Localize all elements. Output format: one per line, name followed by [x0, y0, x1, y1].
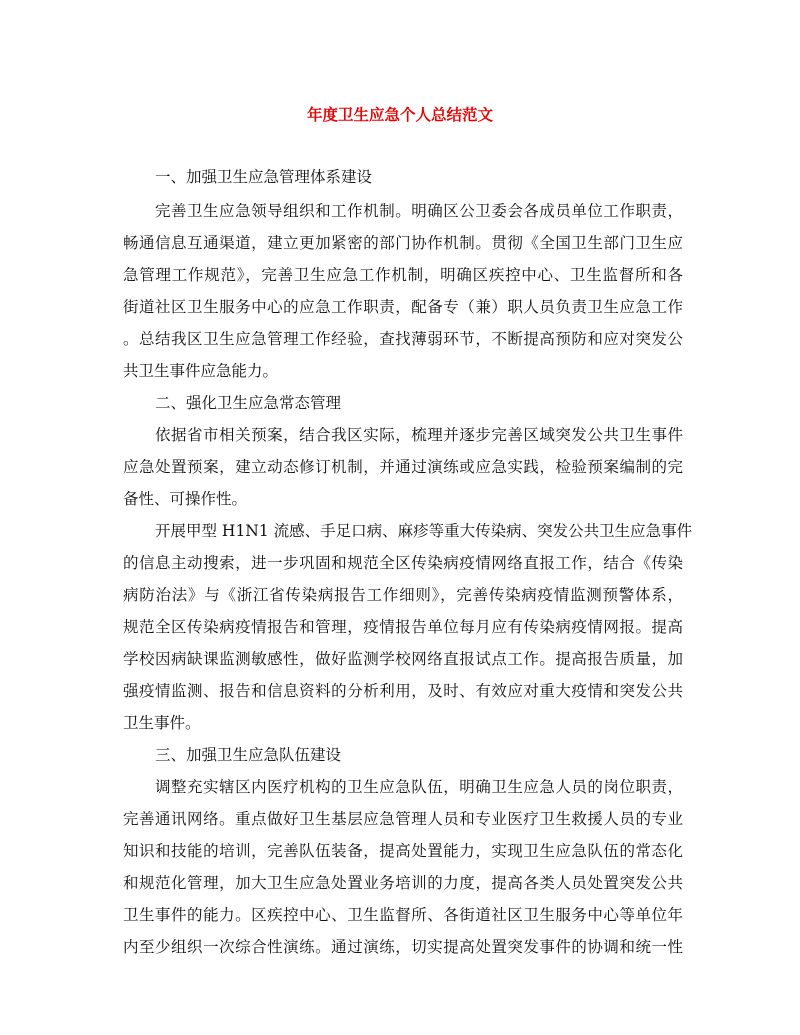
paragraph-line: 完善卫生应急领导组织和工作机制。明确区公卫委会各成员单位工作职责， [155, 202, 683, 220]
paragraph-line: 应急处置预案，建立动态修订机制，并通过演练或应急实践，检验预案编制的完 [123, 458, 683, 476]
paragraph-line: 知识和技能的培训，完善队伍装备，提高处置能力，实现卫生应急队伍的常态化 [123, 842, 683, 860]
paragraph-line: 备性、可操作性。 [123, 490, 248, 508]
paragraph-line: 卫生事件。 [123, 714, 201, 732]
section-heading: 二、强化卫生应急常态管理 [155, 394, 342, 412]
paragraph-line: 完善通讯网络。重点做好卫生基层应急管理人员和专业医疗卫生救援人员的专业 [123, 810, 683, 828]
paragraph-line: 急管理工作规范》，完善卫生应急工作机制，明确区疾控中心、卫生监督所和各 [123, 266, 683, 284]
paragraph-line: 畅通信息互通渠道，建立更加紧密的部门协作机制。贯彻《全国卫生部门卫生应 [123, 234, 683, 252]
paragraph-line: 卫生事件的能力。区疾控中心、卫生监督所、各街道社区卫生服务中心等单位年 [123, 906, 683, 924]
document-title: 年度卫生应急个人总结范文 [306, 106, 493, 124]
paragraph-line: 街道社区卫生服务中心的应急工作职责，配备专（兼）职人员负责卫生应急工作 [123, 298, 683, 316]
paragraph-line: 的信息主动搜索，进一步巩固和规范全区传染病疫情网络直报工作，结合《传染 [123, 554, 683, 572]
paragraph-line: 病防治法》与《浙江省传染病报告工作细则》，完善传染病疫情监测预警体系， [123, 586, 683, 604]
paragraph-line: 。总结我区卫生应急管理工作经验，查找薄弱环节，不断提高预防和应对突发公 [123, 330, 683, 348]
paragraph-line: 内至少组织一次综合性演练。通过演练，切实提高处置突发事件的协调和统一性 [123, 938, 683, 956]
section-heading: 三、加强卫生应急队伍建设 [155, 746, 342, 764]
paragraph-line: 学校因病缺课监测敏感性，做好监测学校网络直报试点工作。提高报告质量，加 [123, 650, 683, 668]
paragraph-line: 调整充实辖区内医疗机构的卫生应急队伍，明确卫生应急人员的岗位职责， [155, 778, 683, 796]
paragraph-line: 开展甲型 H1N1 流感、手足口病、麻疹等重大传染病、突发公共卫生应急事件 [155, 522, 693, 540]
paragraph-line: 和规范化管理，加大卫生应急处置业务培训的力度，提高各类人员处置突发公共 [123, 874, 683, 892]
paragraph-line: 规范全区传染病疫情报告和管理，疫情报告单位每月应有传染病疫情网报。提高 [123, 618, 683, 636]
paragraph-line: 强疫情监测、报告和信息资料的分析利用，及时、有效应对重大疫情和突发公共 [123, 682, 683, 700]
paragraph-line: 依据省市相关预案，结合我区实际，梳理并逐步完善区域突发公共卫生事件 [155, 426, 683, 444]
section-heading: 一、加强卫生应急管理体系建设 [155, 168, 373, 186]
paragraph-line: 共卫生事件应急能力。 [123, 362, 279, 380]
